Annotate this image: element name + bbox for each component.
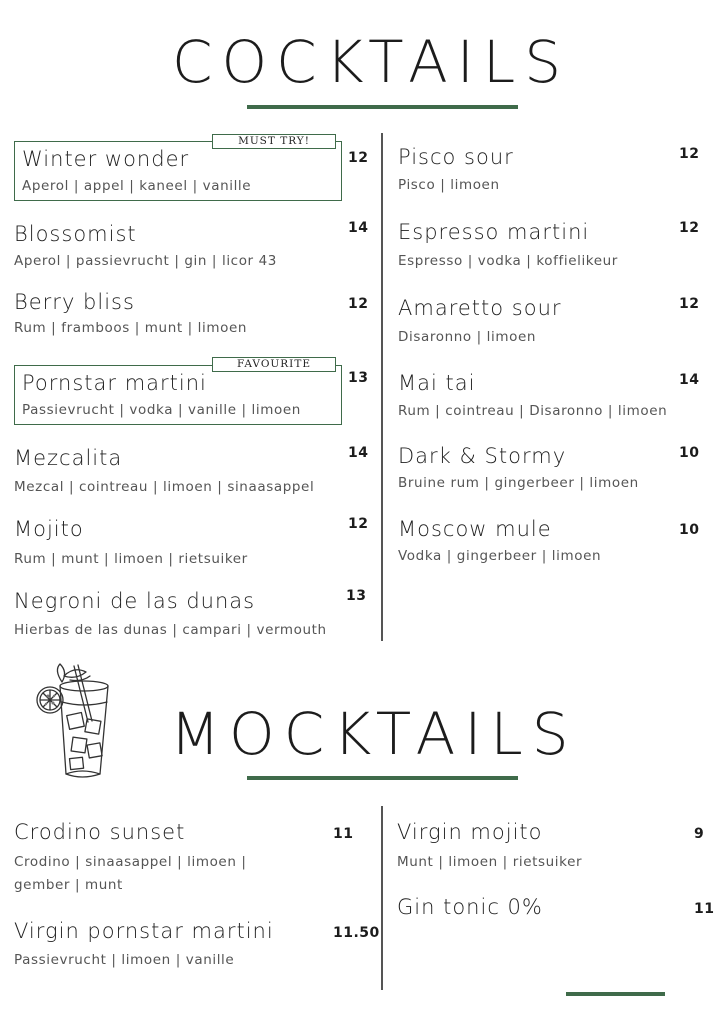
item-name: Moscow mule: [398, 517, 552, 541]
must-try-tag: MUST TRY!: [212, 134, 336, 149]
item-name: Crodino sunset: [14, 820, 186, 844]
item-price: 14: [348, 445, 369, 461]
item-name: Negroni de las dunas: [14, 589, 256, 613]
item-ingredients: Aperol | appel | kaneel | vanille: [22, 178, 252, 194]
item-name: Gin tonic 0%: [397, 895, 543, 919]
item-name: Winter wonder: [22, 147, 190, 171]
item-name: Amaretto sour: [398, 296, 562, 320]
item-ingredients: Passievrucht | vodka | vanille | limoen: [22, 402, 301, 418]
item-name: Pornstar martini: [22, 371, 207, 395]
mocktails-title: MOCKTAILS: [170, 700, 578, 768]
mocktails-title-underline: [247, 776, 518, 780]
item-ingredients: Disaronno | limoen: [398, 329, 537, 345]
item-name: Virgin pornstar martini: [14, 919, 274, 943]
item-price: 12: [679, 220, 700, 236]
bottom-accent-line: [566, 992, 665, 996]
cocktail-glass-icon: [30, 662, 116, 782]
mocktails-column-divider: [381, 806, 383, 990]
item-price: 13: [348, 370, 369, 386]
item-ingredients: Rum | cointreau | Disaronno | limoen: [398, 403, 668, 419]
item-price: 10: [679, 522, 700, 538]
item-ingredients: Aperol | passievrucht | gin | licor 43: [14, 253, 277, 269]
item-name: Dark & Stormy: [398, 444, 567, 468]
item-price: 12: [679, 296, 700, 312]
item-price: 12: [348, 150, 369, 166]
item-price: 11: [333, 826, 354, 842]
item-price: 12: [348, 516, 369, 532]
item-ingredients: Bruine rum | gingerbeer | limoen: [398, 475, 639, 491]
item-name: Virgin mojito: [397, 820, 543, 844]
item-price: 12: [348, 296, 369, 312]
item-name: Mezcalita: [14, 446, 123, 470]
item-ingredients: Pisco | limoen: [398, 177, 500, 193]
cocktails-title: COCKTAILS: [172, 28, 571, 96]
item-name: Mai tai: [398, 371, 476, 395]
item-ingredients: Hierbas de las dunas | campari | vermouth: [14, 622, 327, 638]
item-name: Blossomist: [14, 222, 137, 246]
item-price: 13: [346, 588, 367, 604]
cocktails-title-underline: [247, 105, 518, 109]
item-ingredients: Vodka | gingerbeer | limoen: [398, 548, 602, 564]
item-price: 9: [694, 826, 705, 842]
item-ingredients: Espresso | vodka | koffielikeur: [398, 253, 618, 269]
item-price: 10: [679, 445, 700, 461]
item-name: Espresso martini: [398, 220, 590, 244]
item-ingredients: Rum | munt | limoen | rietsuiker: [14, 551, 248, 567]
item-ingredients: Munt | limoen | rietsuiker: [397, 854, 583, 870]
item-price: 11.50: [333, 925, 380, 941]
item-ingredients: Mezcal | cointreau | limoen | sinaasappel: [14, 479, 315, 495]
item-price: 11: [694, 901, 715, 917]
cocktails-column-divider: [381, 133, 383, 641]
item-ingredients: Crodino | sinaasappel | limoen | gember | munt: [14, 854, 247, 893]
item-price: 12: [679, 146, 700, 162]
item-name: Berry bliss: [14, 290, 135, 314]
item-price: 14: [348, 220, 369, 236]
item-name: Mojito: [14, 517, 84, 541]
favourite-tag: FAVOURITE: [212, 357, 336, 372]
item-price: 14: [679, 372, 700, 388]
item-ingredients: Passievrucht | limoen | vanille: [14, 952, 235, 968]
item-ingredients: Rum | framboos | munt | limoen: [14, 320, 248, 336]
item-name: Pisco sour: [398, 145, 514, 169]
